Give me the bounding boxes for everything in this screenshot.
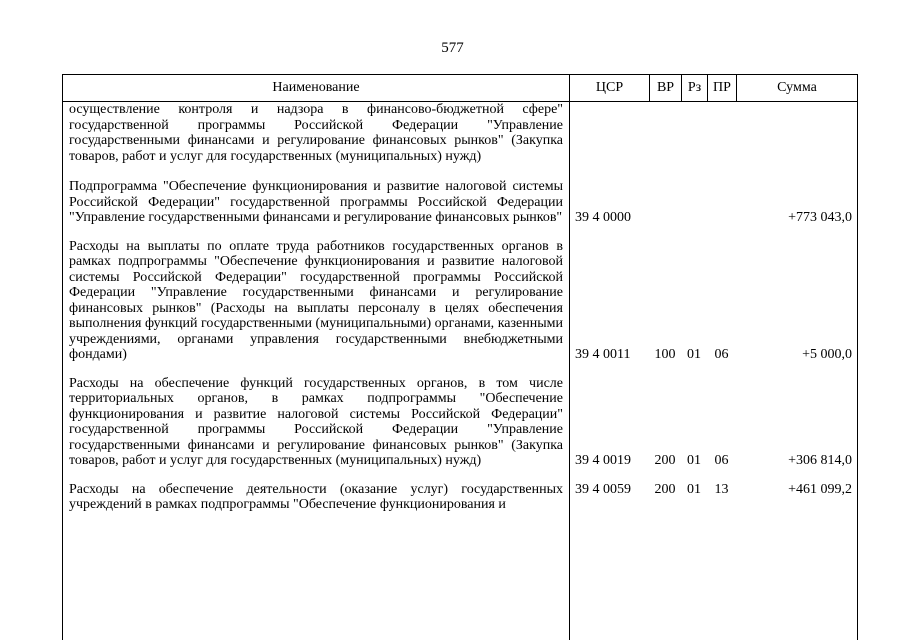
row-sum: +306 814,0 bbox=[788, 453, 852, 468]
header-name: Наименование bbox=[63, 75, 570, 101]
row-rz: 01 bbox=[687, 347, 701, 362]
row-vr: 200 bbox=[654, 453, 676, 468]
row-pr: 06 bbox=[714, 453, 729, 468]
table-row bbox=[62, 239, 858, 363]
row-csr: 39 4 0019 bbox=[575, 453, 631, 468]
row-sum: +5 000,0 bbox=[802, 347, 852, 362]
row-csr: 39 4 0059 bbox=[575, 481, 631, 497]
row-sum: +773 043,0 bbox=[788, 210, 852, 225]
header-rz: Рз bbox=[682, 75, 708, 101]
row-pr: 13 bbox=[714, 481, 729, 497]
table-body bbox=[62, 102, 858, 513]
table-row bbox=[62, 376, 858, 469]
table-row bbox=[62, 482, 858, 513]
table-row bbox=[62, 179, 858, 226]
header-vr: ВР bbox=[650, 75, 682, 101]
page-number: 577 bbox=[441, 40, 464, 56]
header-csr: ЦСР bbox=[570, 75, 650, 101]
row-sum: +461 099,2 bbox=[788, 481, 852, 497]
header-sum: Сумма bbox=[777, 80, 817, 95]
row-name: Подпрограмма "Обеспечение функционирования и развитие налоговой системы Российской Федерации" государственной программы Российской Федерации "Управление государственными финансами и регулирование финансовых рынков" bbox=[69, 179, 563, 225]
row-vr: 200 bbox=[654, 481, 676, 497]
row-csr: 39 4 0000 bbox=[575, 210, 631, 225]
row-pr: 06 bbox=[714, 347, 729, 362]
table-row bbox=[62, 102, 858, 164]
row-rz: 01 bbox=[687, 453, 701, 468]
header-pr: ПР bbox=[708, 75, 737, 101]
row-name: осуществление контроля и надзора в финансово-бюджетной сфере" государственной программы Российской Федерации "Управление государственными финансами и регулирование финансовых рынков" (Закупка товаров, работ и услуг для государственных (муниципальных) нужд) bbox=[69, 102, 563, 164]
row-rz: 01 bbox=[687, 481, 701, 497]
row-name: Расходы на обеспечение деятельности (оказание услуг) государственных учреждений в рамках подпрограммы "Обеспечение функционирования и bbox=[69, 481, 563, 512]
row-name: Расходы на обеспечение функций государственных органов, в том числе территориальных органов, в рамках подпрограммы "Обеспечение функционирования и развитие налоговой системы Российской Федерации" государственной программы Российской Федерации "Управление государственными финансами и регулирование финансовых рынков" (Закупка товаров, работ и услуг для государственных (муниципальных) нужд) bbox=[69, 375, 563, 468]
row-name: Расходы на выплаты по оплате труда работников государственных органов в рамках подпрограммы "Обеспечение функционирования и развитие налоговой системы Российской Федерации" государственной программы Российской Федерации "Управление государственными финансами и регулирование финансовых рынков" (Расходы на выплаты персоналу в целях обеспечения выполнения функций государственными (муниципальными) органами, казенными учреждениями, органами управления государственными внебюджетными фондами) bbox=[69, 238, 563, 362]
row-vr: 100 bbox=[654, 347, 676, 362]
row-csr: 39 4 0011 bbox=[575, 347, 631, 362]
table-header bbox=[62, 74, 858, 102]
